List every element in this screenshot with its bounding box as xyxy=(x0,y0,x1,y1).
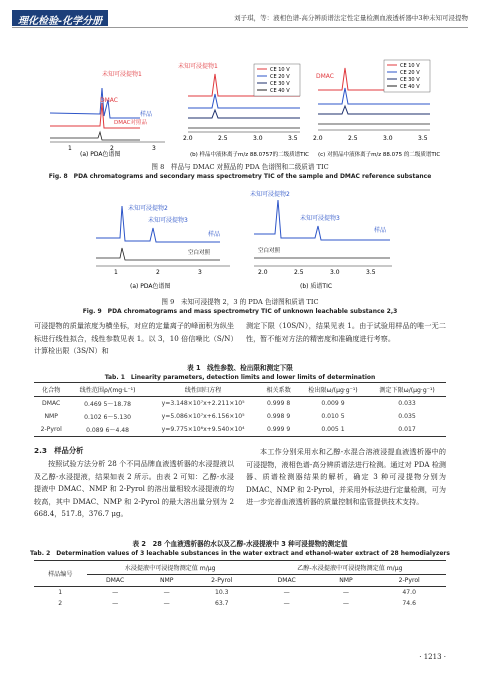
fig8a-label-1: DMAC xyxy=(100,97,118,104)
fig8-panel-a xyxy=(50,70,165,152)
fig8b-tick-1: 2.5 xyxy=(218,135,228,142)
table1-header: 化合物 xyxy=(34,383,68,397)
table2-cell: 47.0 xyxy=(402,589,416,596)
table2-cell: — xyxy=(112,589,119,596)
fig9-panel-a xyxy=(96,204,230,276)
table2-cell: 10.3 xyxy=(214,589,229,596)
table2-cell: 2 xyxy=(58,600,63,607)
fig9a-label-2: 样品 xyxy=(208,231,221,238)
fig8a-trace-sample xyxy=(50,88,140,118)
table2-cell: — xyxy=(283,589,290,596)
table1-cell: 0.089 6～4.48 xyxy=(68,423,146,437)
fig8b-trace-ce30 xyxy=(188,110,300,118)
fig8c-label: DMAC xyxy=(316,73,334,80)
text-block-right-2: 本工作分别采用水和乙醇-水混合溶液浸提血液透析器中的可浸提物，液相色谱-高分辨质谱法进行检测。通过对 PDA 检测器、质谱检测器结果的解析，确定 3 种可浸提物分别为 DMAC、NMP 和 2-Pyrol，并采用外标法进行定量检测，可为进一步完善血液透析器的质量控制和监管提供技术支持。 xyxy=(246,447,446,507)
fig9a-label-0: 未知可浸提物2 xyxy=(128,205,168,212)
fig8b-legend-3: CE 40 V xyxy=(270,88,290,94)
fig9b-label-3: 空白对照 xyxy=(258,248,281,254)
table-1 xyxy=(34,382,446,437)
fig9a-label-1: 未知可浸提物3 xyxy=(148,217,188,224)
table2-cell: — xyxy=(163,600,170,607)
table2-cell: — xyxy=(283,600,290,607)
fig8-panel-b xyxy=(178,62,300,142)
fig8-panel-c xyxy=(313,60,430,142)
table-row xyxy=(34,598,446,609)
fig8c-tick-0: 2.0 xyxy=(313,135,323,142)
table2-cell: — xyxy=(342,589,349,596)
table2-cell: 74.6 xyxy=(402,600,416,607)
page-number: · 1213 · xyxy=(419,653,446,661)
table-row xyxy=(34,587,446,599)
table2-group-header: 水浸提液中可浸提物测定值 m/μg xyxy=(87,561,254,575)
fig8a-tick-2: 3 xyxy=(152,145,156,152)
table1-cell: y=3.148×10⁷x+2.211×10⁵ xyxy=(161,400,245,407)
fig8b-caption: (b) 样品中液体离子m/z 88.0757的二级质谱TIC xyxy=(190,152,309,158)
table-2 xyxy=(34,560,446,609)
table1-header: 线性范围ρ/(mg·L⁻¹) xyxy=(68,383,146,397)
table2-subheader: 2-Pyrol xyxy=(372,575,446,587)
fig8b-tick-2: 3.0 xyxy=(253,135,263,142)
table2-caption-en: Tab. 2 Determination values of 3 leachable substances in the water extract and ethanol-water extract of 28 hemodialyzers xyxy=(30,550,450,557)
table1-cell: 2-Pyrol xyxy=(34,423,68,437)
table-row xyxy=(34,410,446,423)
table2-group-header: 乙醇-水浸提液中可浸提物测定值 m/μg xyxy=(254,561,446,575)
table2-cell: 1 xyxy=(58,589,63,596)
table1-cell: 0.102 6～5.130 xyxy=(84,414,131,421)
table1-header: 检出限ω/(μg·g⁻¹) xyxy=(298,383,368,397)
fig8a-trace-base xyxy=(50,132,140,140)
section-heading: 2.3 样品分析 xyxy=(34,446,84,455)
fig9a-label-3: 空白对照 xyxy=(188,250,211,256)
fig9a-tick-2: 3 xyxy=(198,269,202,276)
table1-cell: 0.017 xyxy=(368,423,446,437)
fig9a-tick-0: 1 xyxy=(114,269,118,276)
table2-subheader: NMP xyxy=(144,575,190,587)
fig8b-legend-2: CE 30 V xyxy=(270,81,290,87)
table2-cell: — xyxy=(342,600,349,607)
table2-subheader: DMAC xyxy=(254,575,320,587)
journal-logo: 理化检验-化学分册 xyxy=(12,10,108,26)
fig8a-label-3: DMAC对照品 xyxy=(114,120,147,126)
page-header xyxy=(12,10,468,28)
text-block-left-1: 可浸提物的质量浓度为横坐标，对应的定量离子的峰面积为纵坐标进行线性拟合，线性参数见表 1。以 3，10 倍信噪比（S/N）计算检出限（3S/N）和 xyxy=(34,321,234,356)
fig8a-tick-1: 2 xyxy=(110,145,114,152)
table2-subheader: 2-Pyrol xyxy=(190,575,254,587)
fig9b-tick-2: 3.0 xyxy=(330,269,340,276)
table1-cell: 0.998 9 xyxy=(266,413,291,420)
table1-cell: DMAC xyxy=(42,400,61,407)
fig9-caption-en: Fig. 9 PDA chromatograms and mass spectrometry TIC of unknown leachable substance 2,3 xyxy=(82,308,398,315)
table1-cell: 0.999 9 xyxy=(259,423,297,437)
table1-caption-en: Tab. 1 Linearity parameters, detection limits and lower limits of determination xyxy=(104,374,376,381)
table1-cell: y=9.775×10⁶x+9.540×10⁴ xyxy=(147,423,260,437)
table2-caption-cn: 表 2 28 个血液透析器的水以及乙醇-水浸提液中 3 种可浸提物的测定值 xyxy=(132,540,348,548)
fig8c-legend-2: CE 30 V xyxy=(400,77,420,83)
fig9a-tick-1: 2 xyxy=(156,269,160,276)
fig8b-label: 未知可浸提物1 xyxy=(178,63,218,70)
table1-cell: 0.035 xyxy=(398,413,416,420)
table1-cell: y=5.086×10⁷x+6.156×10⁵ xyxy=(161,413,245,420)
fig8a-label-2: 样品 xyxy=(140,111,153,118)
table1-caption-cn: 表 1 线性参数、检出限和测定下限 xyxy=(187,364,293,372)
table1-cell: NMP xyxy=(44,413,58,420)
fig8a-label-0: 未知可浸提物1 xyxy=(102,71,142,78)
table1-cell: 0.005 1 xyxy=(298,423,368,437)
table1-header: 测定下限ω/(μg·g⁻¹) xyxy=(368,383,446,397)
fig8b-tick-0: 2.0 xyxy=(183,135,193,142)
fig8c-legend-3: CE 40 V xyxy=(400,84,420,90)
figure-9 xyxy=(90,186,400,291)
table1-header: 线性回归方程 xyxy=(147,383,260,397)
fig8b-tick-3: 3.5 xyxy=(288,135,298,142)
fig9-panel-b xyxy=(250,190,392,276)
fig8c-caption: (c) 对照品中液体离子m/z 88.075 的二级质谱TIC xyxy=(318,152,441,158)
table1-cell: 0.033 xyxy=(398,400,416,407)
fig8a-caption: (a) PDA色谱图 xyxy=(80,151,121,158)
table2-header: 样品编号 xyxy=(34,561,87,587)
fig9b-label-0: 未知可浸提物2 xyxy=(250,191,290,198)
table1-cell: 0.999 8 xyxy=(266,400,291,407)
fig9b-tick-1: 2.5 xyxy=(294,269,304,276)
table2-subheader: NMP xyxy=(320,575,373,587)
fig9-caption-cn: 图 9 未知可浸提物 2，3 的 PDA 色谱图和质谱 TIC xyxy=(161,298,319,306)
fig9b-tick-3: 3.5 xyxy=(366,269,376,276)
table2-cell: 63.7 xyxy=(214,600,229,607)
fig8a-tick-0: 1 xyxy=(68,145,72,152)
fig9b-label-1: 未知可浸提物3 xyxy=(300,215,340,222)
fig8-caption-cn: 图 8 样品与 DMAC 对照品的 PDA 色谱图和二级质谱 TIC xyxy=(151,163,329,171)
table-row xyxy=(34,397,446,411)
table2-cell: — xyxy=(112,600,119,607)
text-block-right-1: 测定下限（10S/N），结果见表 1。由于试验用样品的唯一无二性，暂不能对方法的精密度和准确度进行考察。 xyxy=(246,321,446,343)
fig9b-caption: (b) 质谱TIC xyxy=(300,283,333,290)
table1-header: 相关系数 xyxy=(259,383,297,397)
fig8c-tick-3: 3.5 xyxy=(418,135,428,142)
fig9b-tick-0: 2.0 xyxy=(258,269,268,276)
table1-cell: 0.010 5 xyxy=(321,413,345,420)
table1-cell: 0.469 5～18.78 xyxy=(84,401,131,408)
text-block-left-2: 按照试验方法分析 28 个不同品牌血液透析器的水浸提液以及乙醇-水浸提液，结果如表 2 所示。由表 2 可知：乙醇-水浸提液中 DMAC、NMP 和 2-Pyrol 的溶出量相较水浸提液的均较高，其中 DMAC、NMP 和 2-Pyrol 的最大溶出量分别为 2 668.4，517.8，376.7 μg。 xyxy=(34,459,234,519)
fig9b-label-2: 样品 xyxy=(374,227,387,234)
table-row xyxy=(34,423,446,437)
fig8-caption-en: Fig. 8 PDA chromatograms and secondary mass spectrometry TIC of the sample and DMAC reference substance xyxy=(48,173,432,180)
fig8b-legend-1: CE 20 V xyxy=(270,74,290,80)
fig8c-legend-0: CE 10 V xyxy=(400,63,420,69)
fig8c-tick-1: 2.5 xyxy=(348,135,358,142)
running-title: 刘子琪，等：液相色谱-高分辨质谱法定性定量检测血液透析器中3种未知可浸提物 xyxy=(234,14,468,22)
fig8c-trace-ce30 xyxy=(318,106,430,114)
table2-cell: — xyxy=(163,589,170,596)
table2-subheader: DMAC xyxy=(87,575,144,587)
fig9a-caption: (a) PDA色谱图 xyxy=(130,283,171,290)
figure-8 xyxy=(40,58,450,158)
fig8c-legend-1: CE 20 V xyxy=(400,70,420,76)
fig8b-legend-0: CE 10 V xyxy=(270,67,290,73)
table1-cell: 0.009 9 xyxy=(321,400,345,407)
fig8c-tick-2: 3.0 xyxy=(383,135,393,142)
